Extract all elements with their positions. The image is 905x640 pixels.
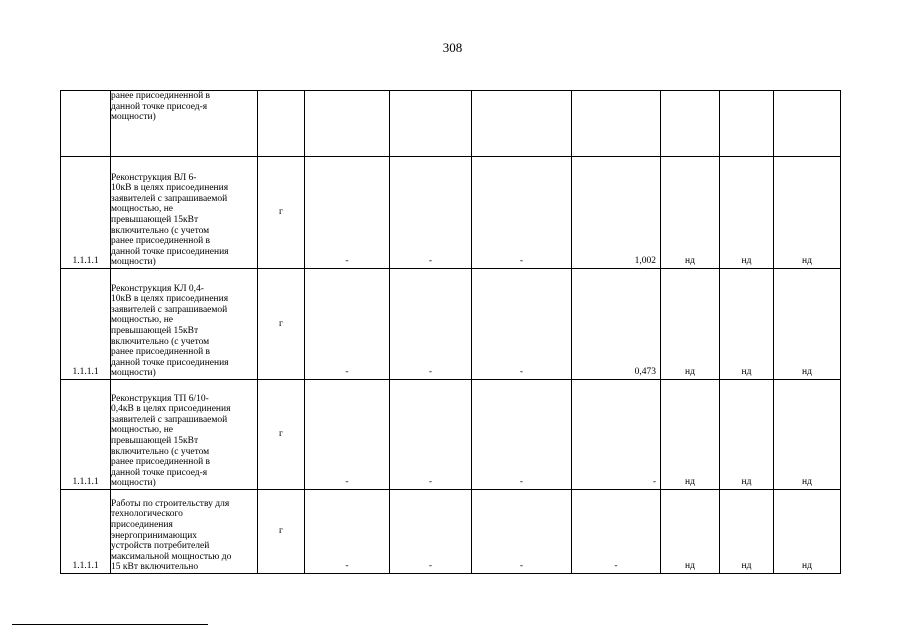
row-value-5: нд bbox=[661, 380, 720, 490]
row-value-6: нд bbox=[720, 269, 774, 380]
table-row bbox=[61, 91, 841, 157]
row-unit: г bbox=[258, 157, 305, 269]
row-value-5: нд bbox=[661, 269, 720, 380]
row-number: 1.1.1.1 bbox=[61, 380, 111, 490]
row-value-2: - bbox=[390, 490, 472, 574]
row-name: Реконструкция ВЛ 6- 10кВ в целях присоединения заявителей с запрашиваемой мощностью, не превышающей 15кВт включительно (с учетом ранее присоединенной в данной точке присоединения мощности) bbox=[111, 157, 258, 269]
table-row bbox=[61, 269, 841, 380]
row-value-3 bbox=[472, 91, 572, 157]
table-row bbox=[61, 380, 841, 490]
row-value-7: нд bbox=[774, 157, 841, 269]
row-value-3: - bbox=[472, 269, 572, 380]
row-value-5: нд bbox=[661, 490, 720, 574]
row-name: Реконструкция КЛ 0,4- 10кВ в целях присоединения заявителей с запрашиваемой мощностью, не превышающей 15кВт включительно (с учетом ранее присоединенной в данной точке присоединения мощности) bbox=[111, 269, 258, 380]
footnote-separator bbox=[12, 624, 208, 625]
row-value-3: - bbox=[472, 380, 572, 490]
row-number: 1.1.1.1 bbox=[61, 157, 111, 269]
row-value-4: - bbox=[572, 490, 661, 574]
row-value-5 bbox=[661, 91, 720, 157]
row-value-6: нд bbox=[720, 380, 774, 490]
row-name: Работы по строительству для технологического присоединения энергопринимающих устройств потребителей максимальной мощностью до 15 кВт включительно bbox=[111, 490, 258, 574]
row-number: 1.1.1.1 bbox=[61, 269, 111, 380]
row-value-7 bbox=[774, 91, 841, 157]
row-unit bbox=[258, 91, 305, 157]
row-value-1: - bbox=[305, 490, 390, 574]
table-row bbox=[61, 157, 841, 269]
row-value-2: - bbox=[390, 157, 472, 269]
row-unit: г bbox=[258, 269, 305, 380]
row-unit: г bbox=[258, 380, 305, 490]
row-value-6: нд bbox=[720, 490, 774, 574]
row-value-1: - bbox=[305, 380, 390, 490]
data-table bbox=[60, 90, 841, 574]
row-name: Реконструкция ТП 6/10- 0,4кВ в целях присоединения заявителей с запрашиваемой мощностью, не превышающей 15кВт включительно (с учетом ранее присоединенной в данной точке присоед-я мощности) bbox=[111, 380, 258, 490]
row-name: ранее присоединенной в данной точке присоед-я мощности) bbox=[111, 91, 258, 157]
row-unit: г bbox=[258, 490, 305, 574]
row-value-6 bbox=[720, 91, 774, 157]
row-value-3: - bbox=[472, 490, 572, 574]
row-value-1: - bbox=[305, 157, 390, 269]
row-value-5: нд bbox=[661, 157, 720, 269]
row-number: 1.1.1.1 bbox=[61, 490, 111, 574]
row-value-6: нд bbox=[720, 157, 774, 269]
row-value-7: нд bbox=[774, 380, 841, 490]
row-number bbox=[61, 91, 111, 157]
page-number: 308 bbox=[442, 40, 463, 55]
row-value-4 bbox=[572, 91, 661, 157]
row-value-7: нд bbox=[774, 269, 841, 380]
row-value-1 bbox=[305, 91, 390, 157]
row-value-1: - bbox=[305, 269, 390, 380]
row-value-4: 0,473 bbox=[572, 269, 661, 380]
row-value-2: - bbox=[390, 269, 472, 380]
row-value-2 bbox=[390, 91, 472, 157]
row-value-3: - bbox=[472, 157, 572, 269]
row-value-7: нд bbox=[774, 490, 841, 574]
table-row bbox=[61, 490, 841, 574]
row-value-4: 1,002 bbox=[572, 157, 661, 269]
row-value-2: - bbox=[390, 380, 472, 490]
row-value-4: - bbox=[572, 380, 661, 490]
